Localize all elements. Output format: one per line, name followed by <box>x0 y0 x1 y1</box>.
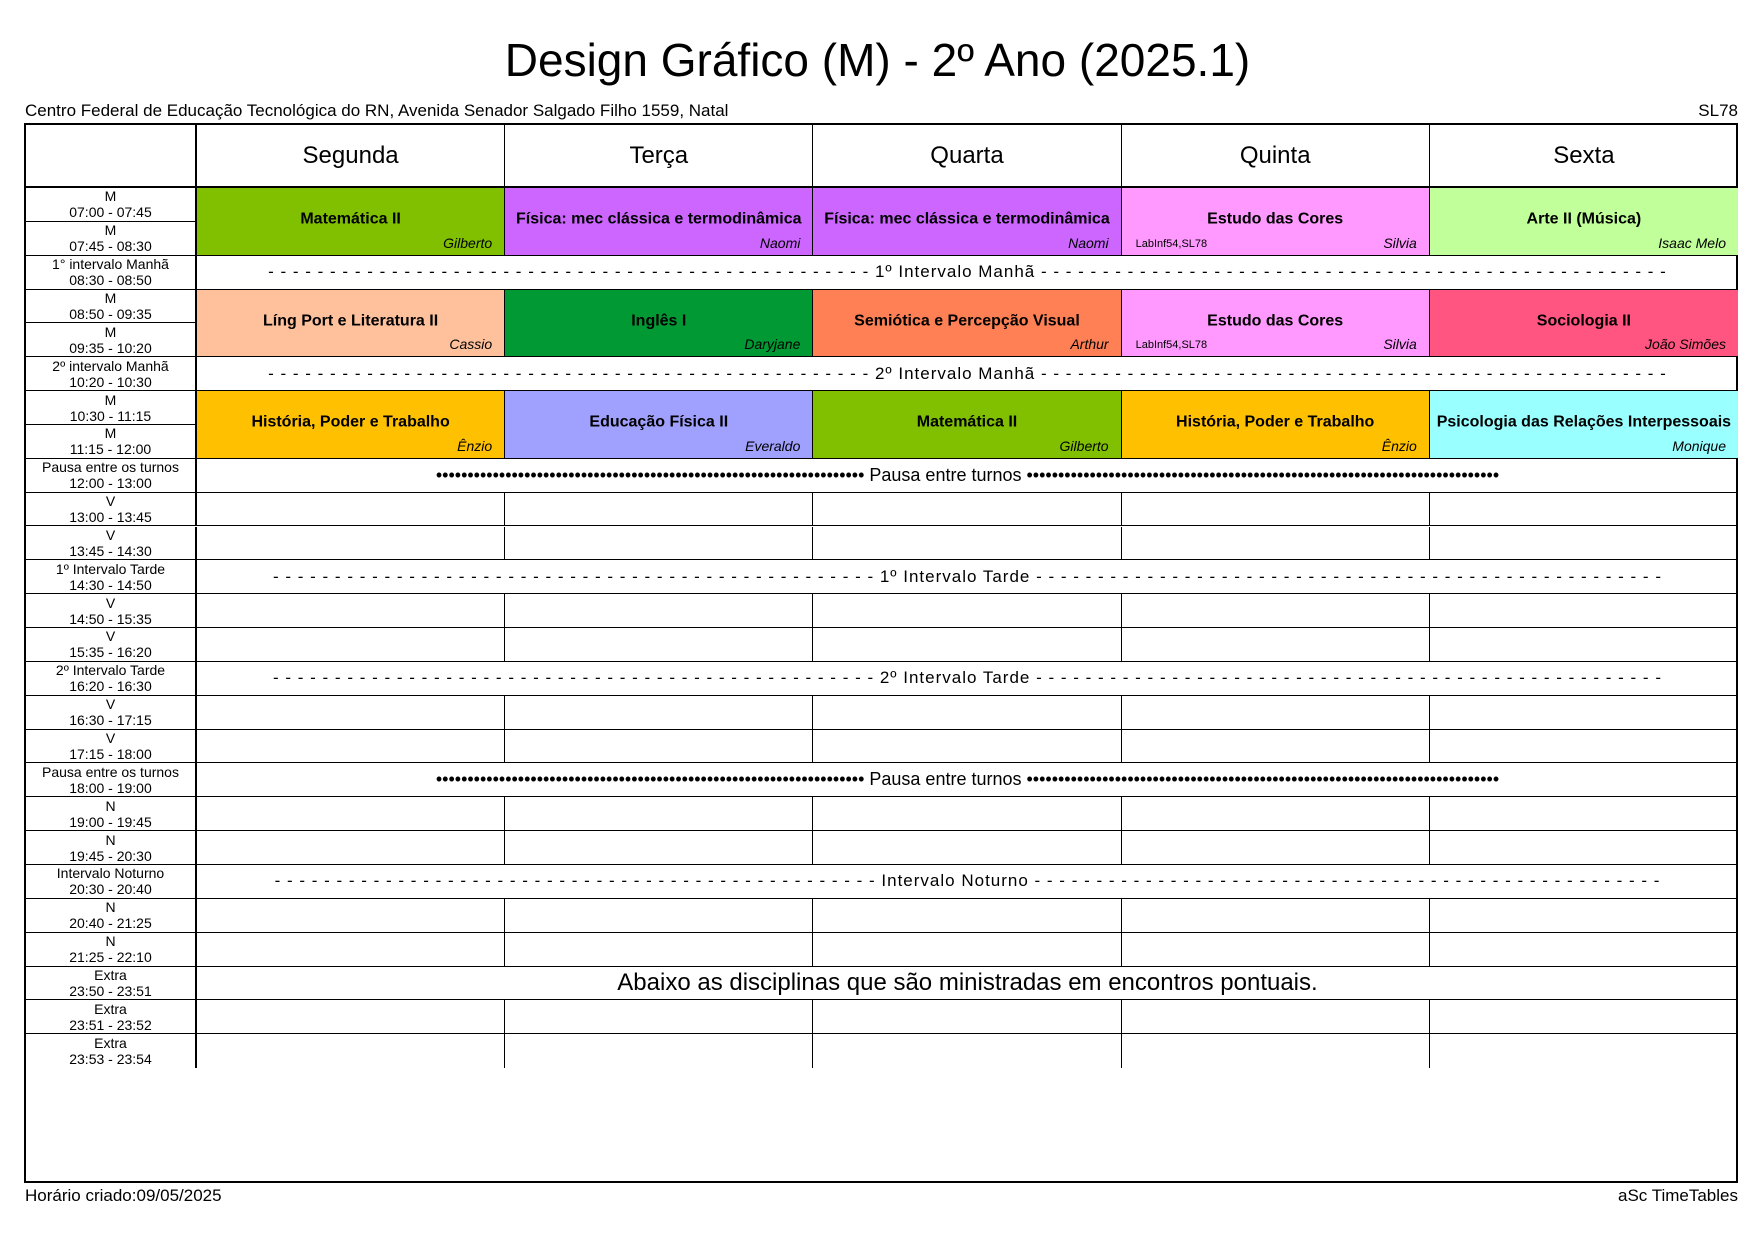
empty-slot[interactable] <box>505 730 813 764</box>
empty-slot[interactable] <box>505 594 813 628</box>
lesson-subject: Inglês I <box>631 312 687 330</box>
lesson-subject: Física: mec clássica e termodinâmica <box>516 210 802 228</box>
lesson-card[interactable] <box>1430 391 1738 459</box>
lesson-teacher: Arthur <box>1070 336 1109 353</box>
empty-slot[interactable] <box>1430 730 1738 764</box>
empty-slot[interactable] <box>1430 899 1738 933</box>
slot-time: 14:30 - 14:50 <box>69 576 152 593</box>
break-band: - - - - - - - - - - - - - - - - - - - - - - - - - - - - - - - - - - - - - - - - - - - - - - - - - 2º Intervalo Tarde - - - - - - - - - - - - - - - - - - - - - - - - - - - - - - - - - - - - - - - - - - - - - - - - - - - <box>197 662 1738 696</box>
time-slot <box>26 425 197 459</box>
corner-cell <box>26 125 197 188</box>
slot-time: 16:20 - 16:30 <box>69 678 152 695</box>
time-slot <box>26 188 197 222</box>
lesson-teacher: Gilberto <box>1059 437 1109 454</box>
slot-time: 07:45 - 08:30 <box>69 238 152 255</box>
slot-label: 1° intervalo Manhã <box>52 256 169 273</box>
lesson-card[interactable] <box>1122 188 1430 256</box>
time-slot <box>26 391 197 425</box>
slot-label: Intervalo Noturno <box>56 865 165 882</box>
empty-slot[interactable] <box>1122 1000 1430 1034</box>
lesson-teacher: João Simões <box>1645 336 1726 353</box>
lesson-card[interactable] <box>505 290 813 358</box>
empty-slot[interactable] <box>1122 933 1430 967</box>
slot-time: 08:30 - 08:50 <box>69 272 152 289</box>
lesson-card[interactable] <box>1122 290 1430 358</box>
empty-slot[interactable] <box>197 933 505 967</box>
slot-label: 1º Intervalo Tarde <box>55 560 166 577</box>
lesson-subject: Matemática II <box>916 414 1018 432</box>
empty-slot[interactable] <box>197 831 505 865</box>
lesson-teacher: Isaac Melo <box>1658 234 1726 251</box>
slot-label: V <box>105 628 116 645</box>
lesson-room: LabInf54,SL78 <box>1135 339 1208 352</box>
lesson-card[interactable] <box>505 391 813 459</box>
lesson-subject: Estudo das Cores <box>1207 210 1344 228</box>
time-slot <box>26 662 197 696</box>
empty-slot[interactable] <box>1430 933 1738 967</box>
software-credit: aSc TimeTables <box>1618 1186 1738 1205</box>
time-slot <box>26 967 197 1001</box>
lesson-card[interactable] <box>1122 391 1430 459</box>
empty-slot[interactable] <box>1430 1034 1738 1068</box>
lesson-teacher: Ênzio <box>457 437 493 454</box>
slot-label: M <box>104 323 117 340</box>
empty-slot[interactable] <box>1430 831 1738 865</box>
empty-slot[interactable] <box>1430 628 1738 662</box>
timetable-grid <box>24 123 1738 1183</box>
day-header: Quinta <box>1122 125 1430 188</box>
time-slot <box>26 1034 197 1068</box>
slot-time: 08:50 - 09:35 <box>69 305 152 322</box>
time-slot <box>26 459 197 493</box>
empty-slot[interactable] <box>1122 899 1430 933</box>
slot-label: M <box>104 222 117 239</box>
lesson-subject: Psicologia das Relações Interpessoais <box>1436 414 1732 432</box>
day-header: Sexta <box>1430 125 1738 188</box>
slot-label: M <box>104 425 117 442</box>
empty-slot[interactable] <box>1430 1000 1738 1034</box>
institution-address: Centro Federal de Educação Tecnológica do RN, Avenida Senador Salgado Filho 1559, Natal <box>25 101 729 120</box>
time-slot <box>26 696 197 730</box>
lesson-subject: Física: mec clássica e termodinâmica <box>824 210 1110 228</box>
empty-slot[interactable] <box>197 594 505 628</box>
lesson-card[interactable] <box>813 188 1121 256</box>
empty-slot[interactable] <box>1430 696 1738 730</box>
slot-label: M <box>104 289 117 306</box>
lesson-subject: Matemática II <box>300 210 401 228</box>
slot-time: 10:30 - 11:15 <box>69 407 152 424</box>
created-date: Horário criado:09/05/2025 <box>25 1186 222 1205</box>
lesson-teacher: Ênzio <box>1381 437 1417 454</box>
empty-slot[interactable] <box>813 696 1121 730</box>
slot-time: 23:53 - 23:54 <box>69 1051 152 1068</box>
lesson-teacher: Silvia <box>1383 336 1417 353</box>
time-slot <box>26 831 197 865</box>
time-slot <box>26 865 197 899</box>
lesson-card[interactable] <box>197 391 505 459</box>
empty-slot[interactable] <box>197 696 505 730</box>
empty-slot[interactable] <box>197 493 505 527</box>
slot-time: 07:00 - 07:45 <box>69 204 152 221</box>
break-band: - - - - - - - - - - - - - - - - - - - - - - - - - - - - - - - - - - - - - - - - - - - - - - - - - 1º Intervalo Manhã - - - - - - - - - - - - - - - - - - - - - - - - - - - - - - - - - - - - - - - - - - - - - - - - - - - <box>197 256 1738 290</box>
day-header: Segunda <box>197 125 505 188</box>
empty-slot[interactable] <box>1122 594 1430 628</box>
slot-label: Extra <box>94 1000 127 1017</box>
time-slot <box>26 222 197 256</box>
empty-slot[interactable] <box>813 1000 1121 1034</box>
time-slot <box>26 323 197 357</box>
empty-slot[interactable] <box>813 594 1121 628</box>
lesson-subject: Líng Port e Literatura II <box>263 312 439 330</box>
time-slot <box>26 763 197 797</box>
slot-label: N <box>105 899 116 916</box>
empty-slot[interactable] <box>197 730 505 764</box>
slot-time: 15:35 - 16:20 <box>69 644 152 661</box>
lesson-teacher: Monique <box>1672 437 1726 454</box>
empty-slot[interactable] <box>505 899 813 933</box>
empty-slot[interactable] <box>197 1000 505 1034</box>
day-header: Terça <box>505 125 813 188</box>
break-band: - - - - - - - - - - - - - - - - - - - - - - - - - - - - - - - - - - - - - - - - - - - - - - - - - 1º Intervalo Tarde - - - - - - - - - - - - - - - - - - - - - - - - - - - - - - - - - - - - - - - - - - - - - - - - - - - <box>197 560 1738 594</box>
lesson-subject: Sociologia II <box>1536 312 1631 330</box>
time-slot <box>26 899 197 933</box>
slot-label: Extra <box>94 966 127 983</box>
slot-label: Pausa entre os turnos <box>42 763 179 780</box>
slot-label: M <box>104 391 117 408</box>
lesson-teacher: Daryjane <box>744 336 801 353</box>
lesson-teacher: Naomi <box>759 234 801 251</box>
empty-slot[interactable] <box>813 831 1121 865</box>
empty-slot[interactable] <box>813 628 1121 662</box>
break-band: Abaixo as disciplinas que são ministradas em encontros pontuais. <box>197 967 1738 1001</box>
lesson-card[interactable] <box>197 290 505 358</box>
lesson-subject: História, Poder e Trabalho <box>251 414 450 432</box>
room-code: SL78 <box>1698 101 1738 120</box>
empty-slot[interactable] <box>505 527 813 561</box>
empty-slot[interactable] <box>505 628 813 662</box>
empty-slot[interactable] <box>505 1000 813 1034</box>
lesson-card[interactable] <box>813 391 1121 459</box>
slot-label: N <box>105 831 116 848</box>
slot-time: 09:35 - 10:20 <box>69 339 152 356</box>
empty-slot[interactable] <box>813 493 1121 527</box>
slot-label: V <box>105 696 116 713</box>
slot-time: 23:51 - 23:52 <box>69 1016 152 1033</box>
break-band: - - - - - - - - - - - - - - - - - - - - - - - - - - - - - - - - - - - - - - - - - - - - - - - - - Intervalo Noturno - - - - - - - - - - - - - - - - - - - - - - - - - - - - - - - - - - - - - - - - - - - - - - - - - - - <box>197 865 1738 899</box>
slot-time: 14:50 - 15:35 <box>69 610 152 627</box>
lesson-teacher: Naomi <box>1068 234 1109 251</box>
empty-slot[interactable] <box>813 730 1121 764</box>
lesson-card[interactable] <box>505 188 813 256</box>
lesson-subject: Educação Física II <box>589 414 729 432</box>
empty-slot[interactable] <box>1122 797 1430 831</box>
time-slot <box>26 933 197 967</box>
empty-slot[interactable] <box>197 899 505 933</box>
slot-time: 23:50 - 23:51 <box>69 982 152 999</box>
slot-time: 10:20 - 10:30 <box>69 373 152 390</box>
lesson-subject: História, Poder e Trabalho <box>1176 414 1375 432</box>
empty-slot[interactable] <box>505 696 813 730</box>
empty-slot[interactable] <box>1122 730 1430 764</box>
lesson-teacher: Cassio <box>449 336 493 353</box>
lesson-teacher: Everaldo <box>745 437 801 454</box>
slot-label: V <box>105 493 116 510</box>
slot-time: 18:00 - 19:00 <box>69 779 152 796</box>
empty-slot[interactable] <box>197 628 505 662</box>
empty-slot[interactable] <box>1122 831 1430 865</box>
page-title: Design Gráfico (M) - 2º Ano (2025.1) <box>504 34 1251 86</box>
time-slot <box>26 560 197 594</box>
time-slot <box>26 357 197 391</box>
slot-time: 19:00 - 19:45 <box>69 813 152 830</box>
empty-slot[interactable] <box>1122 493 1430 527</box>
time-slot <box>26 797 197 831</box>
time-slot <box>26 1000 197 1034</box>
empty-slot[interactable] <box>197 797 505 831</box>
empty-slot[interactable] <box>505 933 813 967</box>
empty-slot[interactable] <box>505 493 813 527</box>
slot-label: V <box>105 594 116 611</box>
time-slot <box>26 290 197 324</box>
empty-slot[interactable] <box>1430 594 1738 628</box>
slot-label: N <box>105 797 116 814</box>
lesson-card[interactable] <box>813 290 1121 358</box>
slot-time: 20:40 - 21:25 <box>69 915 152 932</box>
slot-label: 2º intervalo Manhã <box>52 357 169 374</box>
slot-time: 16:30 - 17:15 <box>69 712 152 729</box>
lesson-room: LabInf54,SL78 <box>1135 237 1208 250</box>
empty-slot[interactable] <box>197 1034 505 1068</box>
empty-slot[interactable] <box>813 527 1121 561</box>
slot-time: 11:15 - 12:00 <box>69 441 152 458</box>
time-slot <box>26 628 197 662</box>
empty-slot[interactable] <box>1430 493 1738 527</box>
slot-label: N <box>105 933 116 950</box>
slot-time: 19:45 - 20:30 <box>69 847 152 864</box>
time-slot <box>26 493 197 527</box>
slot-label: V <box>105 730 116 747</box>
empty-slot[interactable] <box>505 831 813 865</box>
break-band: •••••••••••••••••••••••••••••••••••••••••••••••••••••••••••••••••••• Pausa entre turnos ••••••••••••••••••••••••••••••••••••••••••••••••••••••••••••••••••••••••••• <box>197 763 1738 797</box>
empty-slot[interactable] <box>813 933 1121 967</box>
empty-slot[interactable] <box>1122 628 1430 662</box>
day-header: Quarta <box>813 125 1121 188</box>
slot-time: 12:00 - 13:00 <box>69 475 152 492</box>
time-slot <box>26 256 197 290</box>
slot-time: 13:00 - 13:45 <box>69 509 152 526</box>
break-band: - - - - - - - - - - - - - - - - - - - - - - - - - - - - - - - - - - - - - - - - - - - - - - - - - 2º Intervalo Manhã - - - - - - - - - - - - - - - - - - - - - - - - - - - - - - - - - - - - - - - - - - - - - - - - - - - <box>197 357 1738 391</box>
lesson-teacher: Gilberto <box>443 234 493 251</box>
lesson-card[interactable] <box>1430 188 1738 256</box>
empty-slot[interactable] <box>1122 527 1430 561</box>
empty-slot[interactable] <box>1430 797 1738 831</box>
empty-slot[interactable] <box>1122 1034 1430 1068</box>
slot-time: 20:30 - 20:40 <box>69 881 152 898</box>
lesson-subject: Arte II (Música) <box>1526 210 1642 228</box>
break-band: •••••••••••••••••••••••••••••••••••••••••••••••••••••••••••••••••••• Pausa entre turnos ••••••••••••••••••••••••••••••••••••••••••••••••••••••••••••••••••••••••••• <box>197 459 1738 493</box>
lesson-teacher: Silvia <box>1383 234 1417 251</box>
slot-label: 2º Intervalo Tarde <box>55 662 166 679</box>
lesson-card[interactable] <box>197 188 505 256</box>
slot-label: V <box>105 526 116 543</box>
empty-slot[interactable] <box>197 527 505 561</box>
time-slot <box>26 730 197 764</box>
slot-label: Pausa entre os turnos <box>42 459 179 476</box>
time-slot <box>26 527 197 561</box>
empty-slot[interactable] <box>813 899 1121 933</box>
slot-time: 13:45 - 14:30 <box>69 542 152 559</box>
empty-slot[interactable] <box>1430 527 1738 561</box>
slot-label: M <box>104 188 117 205</box>
slot-time: 17:15 - 18:00 <box>69 746 152 763</box>
lesson-subject: Estudo das Cores <box>1207 312 1344 330</box>
empty-slot[interactable] <box>505 797 813 831</box>
lesson-subject: Semiótica e Percepção Visual <box>854 312 1080 330</box>
empty-slot[interactable] <box>813 797 1121 831</box>
empty-slot[interactable] <box>813 1034 1121 1068</box>
time-slot <box>26 594 197 628</box>
lesson-card[interactable] <box>1430 290 1738 358</box>
empty-slot[interactable] <box>1122 696 1430 730</box>
empty-slot[interactable] <box>505 1034 813 1068</box>
slot-label: Extra <box>94 1035 127 1052</box>
slot-time: 21:25 - 22:10 <box>69 949 152 966</box>
